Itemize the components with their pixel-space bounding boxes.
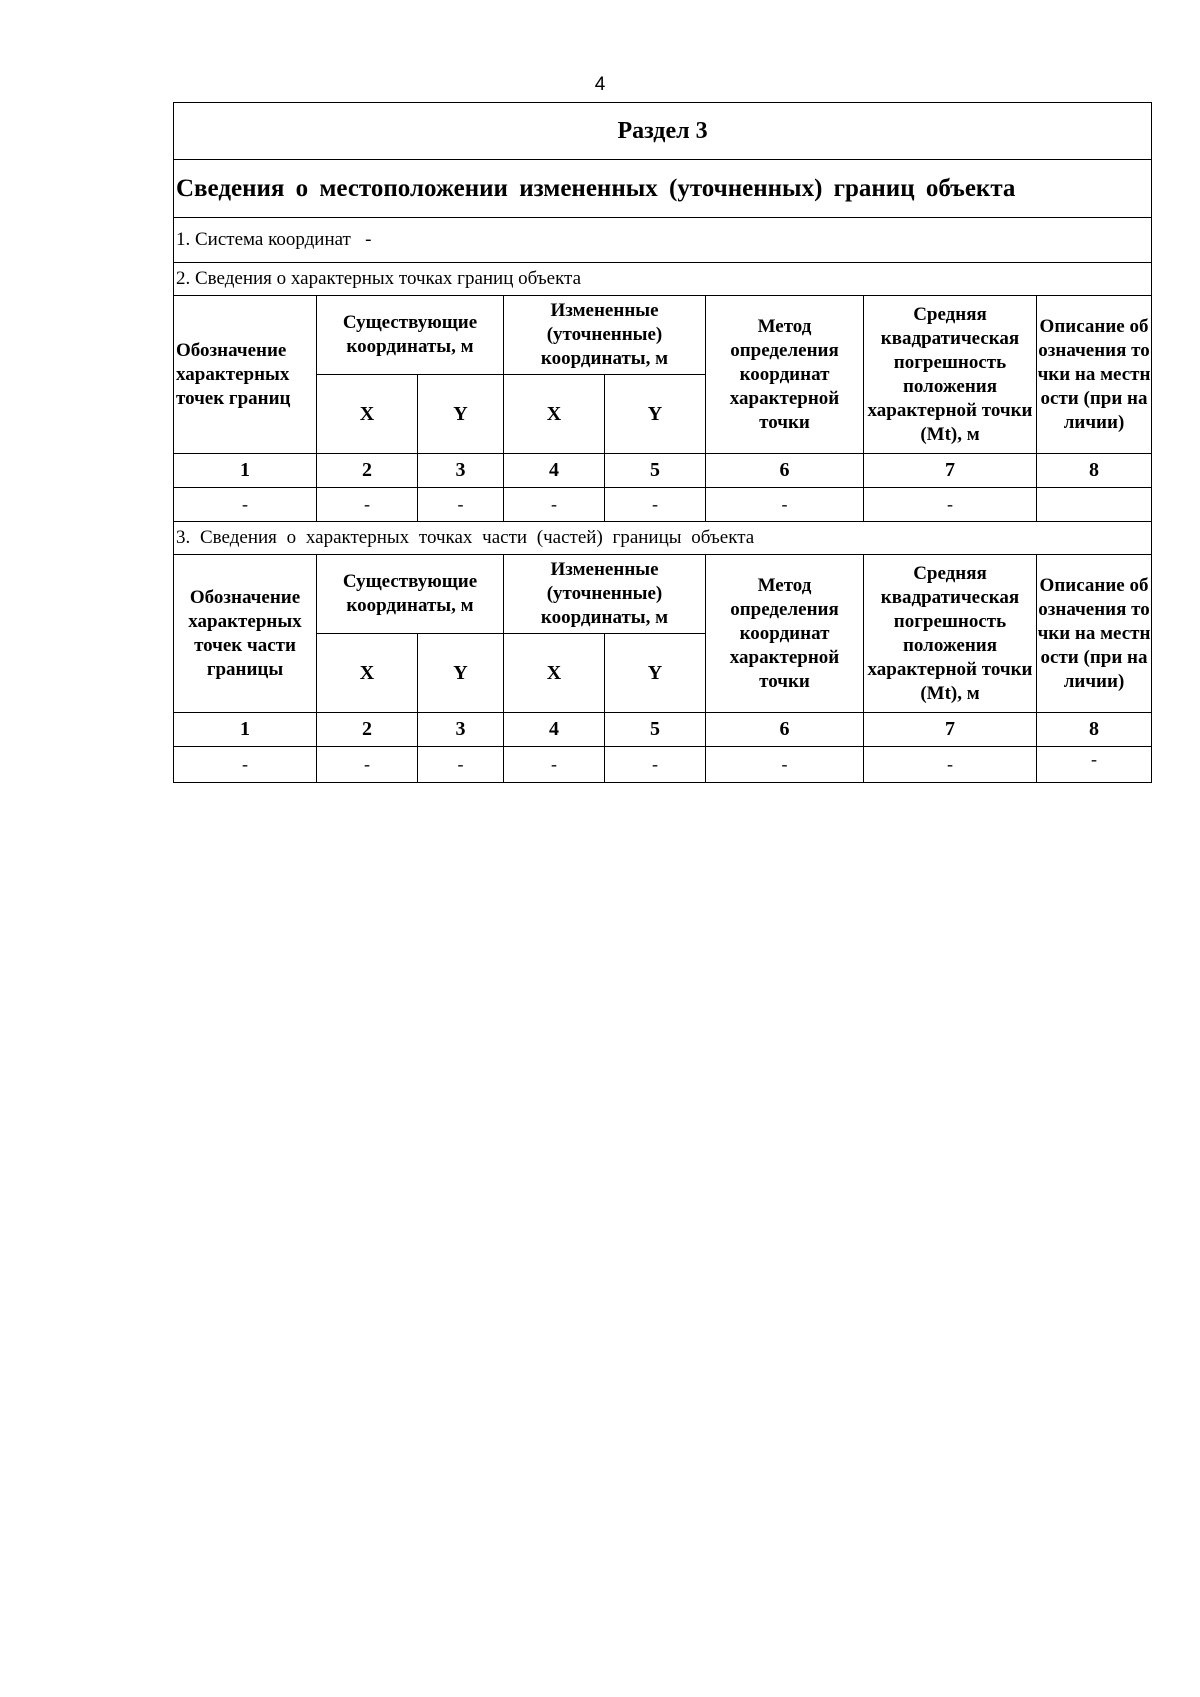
table1-cell: - [504,488,605,522]
table2-cell: - [504,747,605,783]
table1-header-row [174,296,1152,375]
section-title: Раздел 3 [174,103,1152,160]
coordinate-system: 1. Система координат - [174,218,1152,263]
boundary-points-heading-row [174,263,1152,296]
coordinate-system-row [174,218,1152,263]
table2-cell: - [1037,747,1152,783]
table2-header-error: Средняя квадратическая погрешность положения характерной точки (Mt), м [864,555,1037,713]
table1-header-designation: Обозначение характерных точек границ [174,296,317,454]
table2-header-changed: Измененные (уточненные) координаты, м [504,555,706,634]
table1-column-number: 7 [864,454,1037,488]
table2-column-number: 5 [605,713,706,747]
table2-cell: - [864,747,1037,783]
table1-header-method: Метод определения координат характерной точки [706,296,864,454]
table-row [174,747,1152,783]
table1-column-number: 8 [1037,454,1152,488]
table1-header-existing-x: X [317,375,418,454]
table1-header-description: Описание обозначения точки на местности (при наличии) [1037,296,1152,454]
table2-cell: - [605,747,706,783]
table1-cell: - [605,488,706,522]
table1-column-number: 4 [504,454,605,488]
table1-cell: - [174,488,317,522]
table2-column-numbers-row [174,713,1152,747]
table2-column-number: 8 [1037,713,1152,747]
table2-header-existing-x: X [317,634,418,713]
table2-cell: - [174,747,317,783]
table2-column-number: 6 [706,713,864,747]
table1-column-numbers-row [174,454,1152,488]
table1-header-changed: Измененные (уточненные) координаты, м [504,296,706,375]
table1-cell: - [706,488,864,522]
page-number: 4 [594,74,606,95]
table2-header-row [174,555,1152,634]
table2-column-number: 4 [504,713,605,747]
table2-header-designation: Обозначение характерных точек части границы [174,555,317,713]
part-points-heading: 3. Сведения о характерных точках части (частей) границы объекта [174,522,1152,555]
table1-header-existing: Существующие координаты, м [317,296,504,375]
table1-header-existing-y: Y [418,375,504,454]
table1-header-changed-y: Y [605,375,706,454]
table2-column-number: 3 [418,713,504,747]
object-title: Сведения о местоположении измененных (уточненных) границ объекта [174,160,1152,218]
table2-header-changed-x: X [504,634,605,713]
table1-header-error: Средняя квадратическая погрешность положения характерной точки (Mt), м [864,296,1037,454]
table1-cell: - [864,488,1037,522]
object-title-row [174,160,1152,218]
table2-header-existing: Существующие координаты, м [317,555,504,634]
table2-cell: - [317,747,418,783]
table2-cell: - [418,747,504,783]
table2-column-number: 1 [174,713,317,747]
table-row [174,488,1152,522]
table1-cell [1037,488,1152,522]
table2-column-number: 7 [864,713,1037,747]
table2-cell: - [706,747,864,783]
table1-cell: - [317,488,418,522]
section-title-row [174,103,1152,160]
table2-header-changed-y: Y [605,634,706,713]
table2-column-number: 2 [317,713,418,747]
table2-header-description: Описание обозначения точки на местности (при наличии) [1037,555,1152,713]
table2-header-existing-y: Y [418,634,504,713]
table1-column-number: 1 [174,454,317,488]
boundary-points-heading: 2. Сведения о характерных точках границ объекта [174,263,1152,296]
part-points-heading-row [174,522,1152,555]
table1-column-number: 5 [605,454,706,488]
table1-cell: - [418,488,504,522]
table1-header-changed-x: X [504,375,605,454]
table2-header-method: Метод определения координат характерной точки [706,555,864,713]
table1-column-number: 6 [706,454,864,488]
table1-column-number: 3 [418,454,504,488]
table1-column-number: 2 [317,454,418,488]
section-table [173,102,1152,783]
